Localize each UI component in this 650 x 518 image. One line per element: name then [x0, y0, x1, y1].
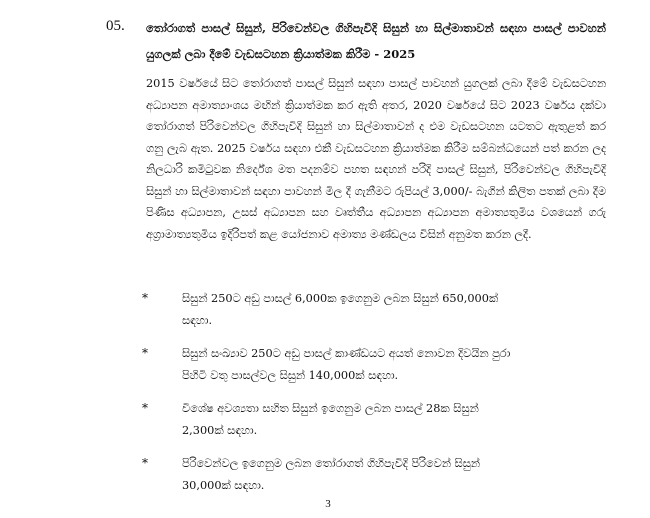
page-number: 3	[325, 498, 331, 510]
bullet-marker: *	[142, 346, 148, 360]
bullet-marker: *	[142, 291, 148, 305]
list-item	[138, 343, 608, 386]
list-item	[138, 453, 608, 496]
bullet-text: සිසුන් 250ට අඩු පාසල් 6,000ක ඉගෙනුම ලබන සිසුන් 650,000ක් සඳහා.	[182, 292, 499, 327]
bullet-marker: *	[142, 401, 148, 415]
bullet-text: විශේෂ අවශ්‍යතා සහිත සිසුන් ඉගෙනුම ලබන පාසල් 28ක සිසුන් 2,300ක් සඳහා.	[182, 402, 479, 437]
bullet-list	[138, 288, 608, 508]
bullet-text: පිරිවෙන්වල ඉගෙනුම ලබන තෝරාගත් ගිහිපැවිදි පිරිවෙන් සිසුන් 30,000ක් සඳහා.	[182, 457, 480, 492]
section-number: 05.	[106, 18, 125, 34]
section-title: තෝරාගත් පාසල් සිසුන්, පිරිවෙන්වල ගිහිපැවිදි සිසුන් හා සිල්මාතාවන් සඳහා පාසල් පාවහන් යුගලක් ලබා දීමේ වැඩසටහන ක්‍රියාත්මක කිරීම - 2025	[146, 21, 606, 61]
list-item	[138, 288, 608, 331]
bullet-text: සිසුන් සංඛ්‍යාව 250ට අඩු පාසල් කාණ්ඩයට අයත් නොවන දිවයින පුරා පිහිටි වතු පාසල්වල සිසුන් 140,000ක් සඳහා.	[182, 347, 511, 382]
body-paragraph: 2015 වර්ෂයේ සිට තෝරාගත් පාසල් සිසුන් සඳහා පාසල් පාවහන් යුගලක් ලබා දීමේ වැඩසටහන අධ්‍යාපන අමාත්‍යාංශය මඟින් ක්‍රියාත්මක කර ඇති අතර, 2020 වර්ෂයේ සිට 2023 වර්ෂය දක්වා තෝරාගත් පිරිවෙන්වල ගිහිපැවිදි සිසුන් හා සිල්මාතාවන් ද එම වැඩසටහන යටතට ඇතුළත් කර ගනු ලැබ ඇත. 2025 වර්ෂය සඳහා එකී වැඩසටහන ක්‍රියාත්මක කිරීම සම්බන්ධයෙන් පත් කරන ලද නිලධාරි කමිටුවක නිර්දේශ මත පදනම්ව පහත සඳහන් පරිදි පාසල් සිසුන්, පිරිවෙන්වල ගිහිපැවිදි සිසුන් හා සිල්මාතාවන් සඳහා පාවහන් මිල දී ගැනීමට රුපියල් 3,000/- බැගින් කිලිත පතක් ලබා දීම පිණිස අධ්‍යාපන, උසස් අධ්‍යාපන සහ වෘත්තීය අධ්‍යාපන අධ්‍යාපන අමාත්‍යතුමිය වශයෙන් ගරු අග්‍රාමාත්‍යතුමිය ඉදිරිපත් කළ යෝජනාව අමාත්‍ය මණ්ඩලය විසින් අනුමත කරන ලදී.	[146, 77, 606, 241]
list-item	[138, 398, 608, 441]
bullet-marker: *	[142, 456, 148, 470]
